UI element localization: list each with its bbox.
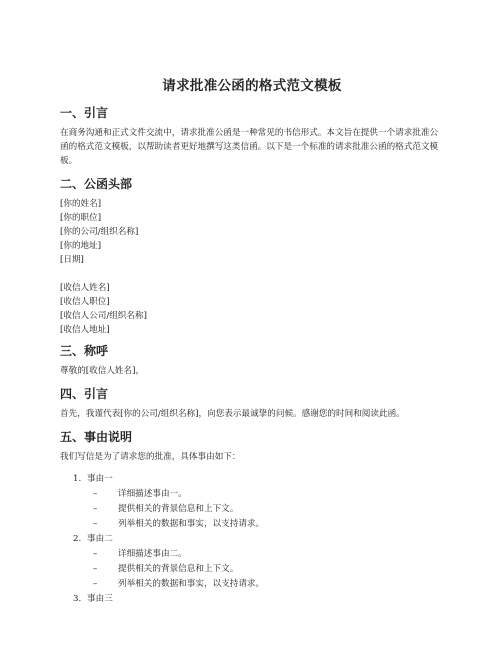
sender-block <box>60 197 444 337</box>
salutation-text: 尊敬的[收信人姓名]， <box>60 366 145 376</box>
date-line: [日期] <box>60 255 84 265</box>
reason-label: 事由一 <box>87 474 113 484</box>
reasons-list <box>60 472 444 607</box>
section-heading-salutation: 三、称呼 <box>60 344 109 358</box>
sender-organization-line: [你的公司/组织名称] <box>60 227 139 237</box>
reason-item <box>60 472 444 532</box>
dash-bullet: – <box>93 564 98 574</box>
reasons-intro: 我们写信是为了请求您的批准，具体事由如下： <box>60 452 241 462</box>
dash-bullet: – <box>93 519 98 529</box>
reason-item <box>60 532 444 592</box>
dash-bullet: – <box>93 579 98 589</box>
recipient-organization-line: [收信人公司/组织名称] <box>60 311 147 321</box>
recipient-address-line: [收信人地址] <box>60 325 110 335</box>
reason-detail: – 详细描述事由二。 <box>87 547 444 562</box>
reason-label: 事由二 <box>87 534 113 544</box>
reason-detail: – 列举相关的数据和事实，以支持请求。 <box>87 577 444 592</box>
recipient-position-line: [收信人职位] <box>60 297 110 307</box>
sender-position-line: [你的职位] <box>60 213 102 223</box>
sender-name-line: [你的姓名] <box>60 199 102 209</box>
reason-details <box>87 487 444 532</box>
intro-paragraph: 在商务沟通和正式文件交流中，请求批准公函是一种常见的书信形式。本文旨在提供一个请求批准公函的格式范文模板，以帮助读者更好地撰写这类信函。以下是一个标准的请求批准公函的格式范文模板。 <box>60 128 439 166</box>
recipient-name-line: [收信人姓名] <box>60 283 110 293</box>
reason-detail: – 详细描述事由一。 <box>87 487 444 502</box>
reason-detail: – 提供相关的背景信息和上下文。 <box>87 562 444 577</box>
reason-detail: – 提供相关的背景信息和上下文。 <box>87 502 444 517</box>
section-heading-intro: 一、引言 <box>60 106 109 120</box>
sender-address-line: [你的地址] <box>60 241 102 251</box>
section-heading-letter-header: 二、公函头部 <box>60 177 133 191</box>
reason-detail: – 列举相关的数据和事实，以支持请求。 <box>87 517 444 532</box>
section-heading-opening: 四、引言 <box>60 387 109 401</box>
reason-number: 2. <box>73 534 82 544</box>
reason-number: 3. <box>73 594 82 604</box>
reason-item <box>60 592 444 607</box>
reason-details <box>87 547 444 592</box>
section-heading-reasons: 五、事由说明 <box>60 430 133 444</box>
dash-bullet: – <box>93 504 98 514</box>
reason-label: 事由三 <box>87 594 113 604</box>
reason-number: 1. <box>73 474 82 484</box>
dash-bullet: – <box>93 549 98 559</box>
opening-paragraph: 首先，我谨代表[你的公司/组织名称]，向您表示最诚挚的问候。感谢您的时间和阅读此函。 <box>60 409 405 419</box>
dash-bullet: – <box>93 489 98 499</box>
document-title: 请求批准公函的格式范文模板 <box>162 78 342 94</box>
